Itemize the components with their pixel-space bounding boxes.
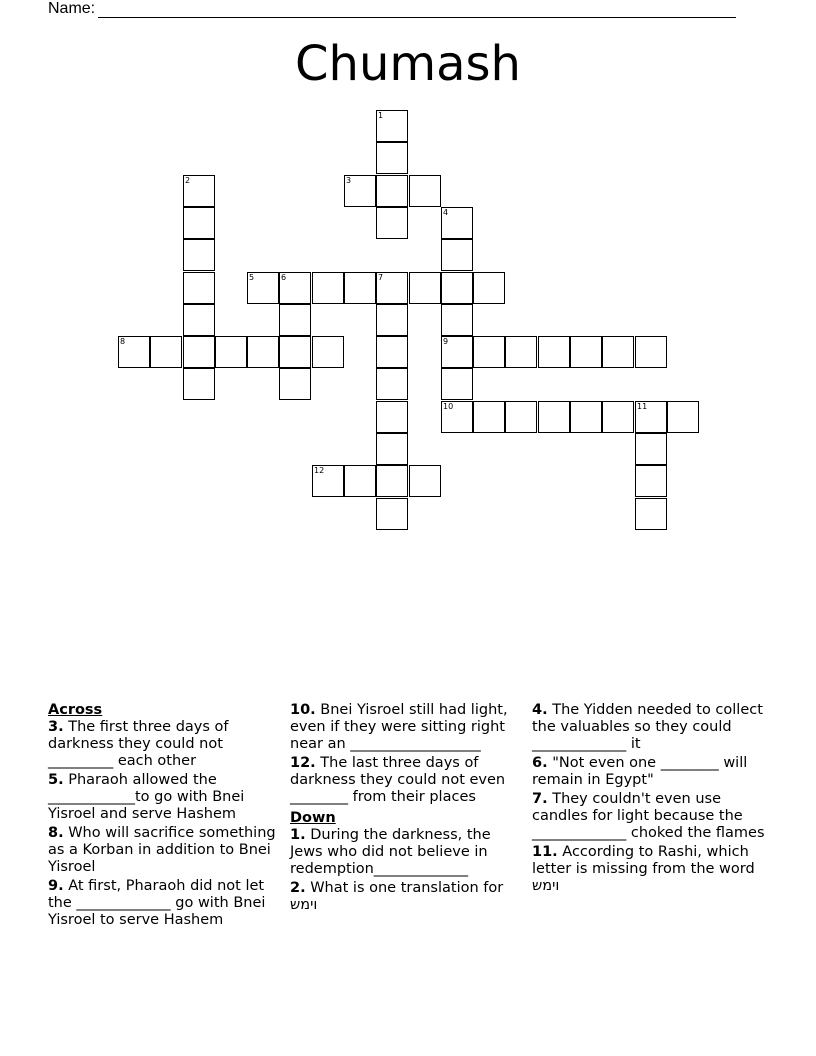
grid-cell[interactable]	[473, 272, 505, 304]
clues-column-3	[532, 702, 772, 897]
clue-across-5: 5. Pharaoh allowed the ____________to go with Bnei Yisroel and serve Hashem	[48, 772, 245, 822]
clue-number: 12	[314, 466, 325, 475]
grid-cell[interactable]	[441, 368, 473, 400]
across-heading: Across	[48, 702, 103, 718]
grid-cell[interactable]	[183, 207, 215, 239]
clue-across-3: 3. The first three days of darkness they could not _________ each other	[48, 719, 229, 769]
grid-cell[interactable]	[602, 401, 634, 433]
grid-cell[interactable]	[247, 272, 279, 304]
grid-cell[interactable]	[279, 304, 311, 336]
clue-number: 9	[443, 337, 449, 346]
name-label: Name:	[48, 0, 96, 17]
grid-cell[interactable]	[279, 336, 311, 368]
clue-down-11: 11. According to Rashi, which letter is missing from the word וימש	[532, 844, 755, 894]
clue-across-8: 8. Who will sacrifice something as a Korban in addition to Bnei Yisroel	[48, 825, 276, 875]
grid-cell[interactable]	[376, 110, 408, 142]
grid-cell[interactable]	[473, 401, 505, 433]
grid-cell[interactable]	[279, 368, 311, 400]
grid-cell[interactable]	[376, 207, 408, 239]
grid-cell[interactable]	[118, 336, 150, 368]
grid-cell[interactable]	[312, 336, 344, 368]
clue-number: 4	[443, 208, 449, 217]
clue-number: 6	[281, 273, 287, 282]
clue-across-10: 10. Bnei Yisroel still had light, even if they were sitting right near an __________________	[290, 702, 508, 752]
grid-cell[interactable]	[376, 433, 408, 465]
grid-cell[interactable]	[409, 272, 441, 304]
page-title: Chumash	[295, 36, 521, 92]
grid-cell[interactable]	[344, 175, 376, 207]
grid-cell[interactable]	[635, 498, 667, 530]
grid-cell[interactable]	[376, 272, 408, 304]
clue-across-9: 9. At first, Pharaoh did not let the _____________ go with Bnei Yisroel to serve Hashem	[48, 878, 266, 928]
grid-cell[interactable]	[183, 368, 215, 400]
grid-cell[interactable]	[376, 368, 408, 400]
grid-cell[interactable]	[215, 336, 247, 368]
grid-cell[interactable]	[441, 336, 473, 368]
grid-cell[interactable]	[570, 401, 602, 433]
clue-down-6: 6. "Not even one ________ will remain in Egypt"	[532, 755, 748, 788]
grid-cell[interactable]	[183, 272, 215, 304]
clue-number: 2	[185, 176, 191, 185]
grid-cell[interactable]	[150, 336, 182, 368]
clue-number: 10	[443, 402, 454, 411]
grid-cell[interactable]	[376, 401, 408, 433]
clue-across-12: 12. The last three days of darkness they could not even ________ from their places	[290, 755, 506, 805]
grid-cell[interactable]	[473, 336, 505, 368]
grid-cell[interactable]	[505, 336, 537, 368]
grid-cell[interactable]	[441, 304, 473, 336]
grid-cell[interactable]	[409, 465, 441, 497]
grid-cell[interactable]	[441, 207, 473, 239]
grid-cell[interactable]	[183, 336, 215, 368]
grid-cell[interactable]	[376, 175, 408, 207]
grid-cell[interactable]	[183, 304, 215, 336]
grid-cell[interactable]	[505, 401, 537, 433]
grid-cell[interactable]	[344, 272, 376, 304]
grid-cell[interactable]	[667, 401, 699, 433]
clue-down-4: 4. The Yidden needed to collect the valuables so they could _____________ it	[532, 702, 763, 752]
grid-cell[interactable]	[312, 465, 344, 497]
clue-down-1: 1. During the darkness, the Jews who did not believe in redemption_____________	[290, 827, 491, 877]
clue-number: 7	[378, 273, 384, 282]
grid-cell[interactable]	[538, 336, 570, 368]
grid-cell[interactable]	[376, 142, 408, 174]
grid-cell[interactable]	[279, 272, 311, 304]
grid-cell[interactable]	[635, 336, 667, 368]
grid-cell[interactable]	[441, 239, 473, 271]
clue-number: 3	[346, 176, 352, 185]
clues-column-2	[290, 702, 522, 916]
clue-number: 5	[249, 273, 255, 282]
grid-cell[interactable]	[570, 336, 602, 368]
grid-cell[interactable]	[602, 336, 634, 368]
grid-cell[interactable]	[409, 175, 441, 207]
grid-cell[interactable]	[635, 465, 667, 497]
grid-cell[interactable]	[376, 336, 408, 368]
grid-cell[interactable]	[312, 272, 344, 304]
clue-down-2: 2. What is one translation for וימש	[290, 880, 504, 913]
grid-cell[interactable]	[538, 401, 570, 433]
clue-number: 8	[120, 337, 126, 346]
grid-cell[interactable]	[376, 465, 408, 497]
grid-cell[interactable]	[376, 498, 408, 530]
grid-cell[interactable]	[376, 304, 408, 336]
grid-cell[interactable]	[441, 401, 473, 433]
grid-cell[interactable]	[183, 239, 215, 271]
grid-cell[interactable]	[635, 401, 667, 433]
grid-cell[interactable]	[344, 465, 376, 497]
clue-number: 1	[378, 111, 384, 120]
clue-number: 11	[637, 402, 648, 411]
clues-column-1	[48, 702, 280, 931]
grid-cell[interactable]	[441, 272, 473, 304]
down-heading: Down	[290, 810, 336, 826]
grid-cell[interactable]	[635, 433, 667, 465]
grid-cell[interactable]	[183, 175, 215, 207]
clue-down-7: 7. They couldn't even use candles for light because the _____________ choked the flames	[532, 791, 765, 841]
grid-cell[interactable]	[247, 336, 279, 368]
